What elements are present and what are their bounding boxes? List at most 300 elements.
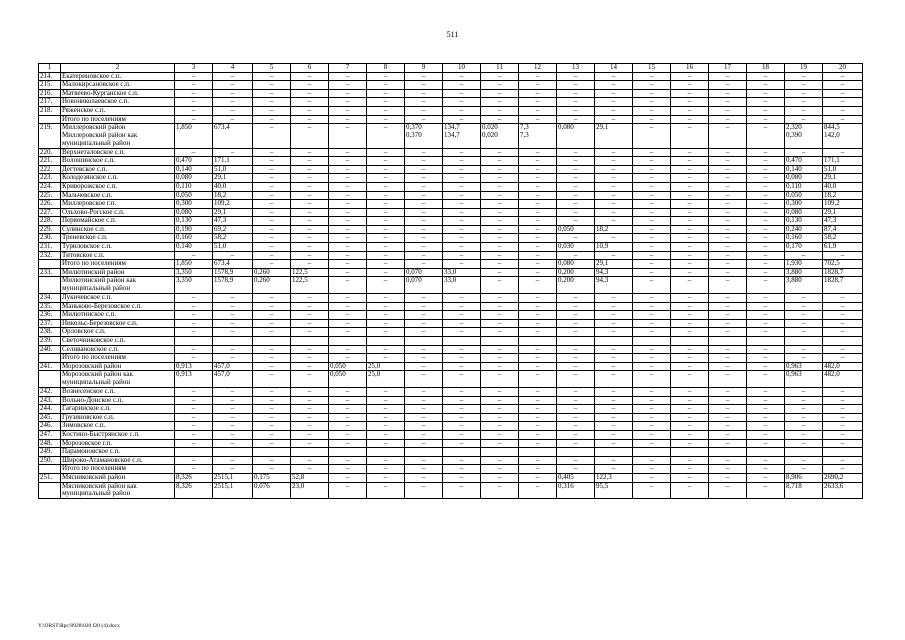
value-cell: – <box>747 260 785 269</box>
value-cell-line: 134,7 <box>444 130 460 139</box>
value-cell: – <box>519 98 557 107</box>
value-cell: – <box>633 174 671 183</box>
value-cell-line: 33,0 <box>444 276 457 285</box>
value-cell: – <box>709 456 747 465</box>
row-number-cell: 228. <box>39 217 61 226</box>
value-cell: – <box>519 387 557 396</box>
value-cell: – <box>595 439 633 448</box>
value-cell: – <box>709 387 747 396</box>
value-cell <box>671 448 709 457</box>
value-cell: – <box>709 362 747 371</box>
value-cell <box>633 371 671 388</box>
row-number-cell: 232. <box>39 251 61 260</box>
value-cell-line: 2515,1 <box>214 482 234 490</box>
value-cell: – <box>175 387 213 396</box>
value-cell: 0,300 <box>175 200 213 209</box>
value-cell <box>405 124 443 148</box>
row-number-cell: 251. <box>39 473 61 482</box>
value-cell: – <box>481 81 519 90</box>
row-name-cell-line: Парамоновское с.п. <box>62 447 121 456</box>
value-cell <box>291 277 329 294</box>
value-cell: – <box>785 396 823 405</box>
row-name-cell-line: Итого по поселениям <box>62 259 126 268</box>
row-name-cell-line: Итого по поселениям <box>62 353 126 362</box>
value-cell: – <box>443 422 481 431</box>
value-cell: – <box>253 208 291 217</box>
value-cell: – <box>595 251 633 260</box>
value-cell: – <box>519 208 557 217</box>
value-cell-line: 1,850 <box>176 123 192 132</box>
value-cell: – <box>823 148 863 157</box>
value-cell: – <box>823 387 863 396</box>
value-cell: – <box>213 72 253 81</box>
value-cell: – <box>709 302 747 311</box>
value-cell: 457,0 <box>213 362 253 371</box>
value-cell: – <box>671 413 709 422</box>
value-cell: – <box>253 115 291 124</box>
value-cell-line: 134,7 <box>444 123 460 132</box>
value-cell: – <box>443 439 481 448</box>
value-cell: – <box>785 89 823 98</box>
value-cell: – <box>557 234 595 243</box>
value-cell: – <box>481 165 519 174</box>
row-name-cell <box>61 448 175 457</box>
value-cell: 0,963 <box>785 362 823 371</box>
value-cell: – <box>747 217 785 226</box>
value-cell: – <box>633 396 671 405</box>
value-cell <box>823 448 863 457</box>
value-cell: – <box>823 311 863 320</box>
value-cell: – <box>253 430 291 439</box>
value-cell: – <box>671 328 709 337</box>
value-cell: – <box>519 328 557 337</box>
value-cell: – <box>633 465 671 474</box>
value-cell: – <box>595 157 633 166</box>
column-number-cell: 16 <box>671 64 709 73</box>
value-cell-line: – <box>535 482 540 490</box>
value-cell-line: 0,070 <box>406 276 422 285</box>
value-cell: – <box>329 430 367 439</box>
value-cell <box>595 337 633 346</box>
value-cell: – <box>785 465 823 474</box>
table-row <box>39 208 863 217</box>
value-cell-line: 122,5 <box>292 276 308 285</box>
value-cell: – <box>557 98 595 107</box>
value-cell: – <box>633 98 671 107</box>
value-cell: – <box>709 260 747 269</box>
value-cell: – <box>367 345 405 354</box>
value-cell: – <box>671 182 709 191</box>
row-name-cell <box>61 251 175 260</box>
row-number-cell: 249. <box>39 448 61 457</box>
value-cell: – <box>709 354 747 363</box>
value-cell: – <box>329 302 367 311</box>
value-cell: – <box>709 81 747 90</box>
value-cell: – <box>175 345 213 354</box>
value-cell <box>253 277 291 294</box>
value-cell: – <box>671 439 709 448</box>
value-cell: – <box>405 174 443 183</box>
row-number-cell: 218. <box>39 106 61 115</box>
value-cell: – <box>671 465 709 474</box>
value-cell: – <box>519 422 557 431</box>
value-cell: 58,2 <box>213 234 253 243</box>
value-cell: – <box>443 473 481 482</box>
value-cell: – <box>367 311 405 320</box>
value-cell <box>633 448 671 457</box>
value-cell: – <box>671 148 709 157</box>
value-cell: – <box>519 311 557 320</box>
value-cell <box>747 448 785 457</box>
value-cell <box>481 482 519 499</box>
value-cell: – <box>329 174 367 183</box>
table-row <box>39 182 863 191</box>
row-name-cell <box>61 174 175 183</box>
value-cell: 0,080 <box>557 260 595 269</box>
value-cell: 0,080 <box>785 208 823 217</box>
value-cell: – <box>785 405 823 414</box>
column-number-cell: 2 <box>61 64 175 73</box>
value-cell: – <box>291 191 329 200</box>
value-cell: – <box>747 439 785 448</box>
row-number-cell: 222. <box>39 165 61 174</box>
column-number-cell: 4 <box>213 64 253 73</box>
value-cell-line: – <box>383 123 388 132</box>
table-row <box>39 124 863 148</box>
row-name-cell <box>61 345 175 354</box>
value-cell: – <box>481 345 519 354</box>
column-number-cell: 17 <box>709 64 747 73</box>
value-cell <box>367 337 405 346</box>
value-cell: 29,1 <box>213 174 253 183</box>
value-cell: – <box>519 89 557 98</box>
value-cell-line: – <box>307 370 312 379</box>
value-cell: – <box>519 225 557 234</box>
value-cell: – <box>557 430 595 439</box>
row-name-cell-line: Селивановское с.п. <box>62 345 119 353</box>
value-cell: – <box>709 157 747 166</box>
value-cell: – <box>405 465 443 474</box>
value-cell: – <box>595 430 633 439</box>
value-cell: – <box>519 157 557 166</box>
value-cell <box>823 277 863 294</box>
value-cell: – <box>519 234 557 243</box>
value-cell: – <box>823 106 863 115</box>
row-number-cell: 248. <box>39 439 61 448</box>
value-cell: – <box>175 106 213 115</box>
value-cell: – <box>175 98 213 107</box>
value-cell: – <box>405 148 443 157</box>
row-name-cell-line: Криворожское с.п. <box>62 182 118 190</box>
value-cell <box>291 337 329 346</box>
row-number-cell: 223. <box>39 174 61 183</box>
value-cell: – <box>519 430 557 439</box>
row-number-cell: 219. <box>39 124 61 148</box>
value-cell: – <box>367 354 405 363</box>
row-number-cell: 237. <box>39 319 61 328</box>
row-name-cell <box>61 148 175 157</box>
value-cell: 122,3 <box>595 473 633 482</box>
value-cell <box>785 371 823 388</box>
value-cell: – <box>329 396 367 405</box>
row-name-cell-line: муниципальный район <box>62 284 131 293</box>
value-cell: – <box>253 439 291 448</box>
value-cell: – <box>557 251 595 260</box>
column-number-cell: 9 <box>405 64 443 73</box>
value-cell: – <box>671 106 709 115</box>
value-cell: 25,0 <box>367 362 405 371</box>
value-cell: 18,2 <box>213 191 253 200</box>
value-cell: – <box>481 217 519 226</box>
value-cell: – <box>519 72 557 81</box>
row-name-cell <box>61 456 175 465</box>
value-cell: – <box>785 387 823 396</box>
value-cell: – <box>481 200 519 209</box>
row-name-cell-line: Светочниковское с.п. <box>62 336 126 345</box>
value-cell: – <box>671 165 709 174</box>
value-cell: 51,0 <box>213 165 253 174</box>
value-cell <box>213 337 253 346</box>
value-cell: – <box>291 98 329 107</box>
value-cell: – <box>443 89 481 98</box>
row-name-cell <box>61 387 175 396</box>
value-cell <box>785 337 823 346</box>
value-cell <box>747 277 785 294</box>
value-cell: – <box>747 473 785 482</box>
table-row <box>39 302 863 311</box>
value-cell: – <box>481 302 519 311</box>
value-cell: – <box>709 225 747 234</box>
value-cell: – <box>367 182 405 191</box>
row-name-cell <box>61 191 175 200</box>
value-cell: – <box>671 157 709 166</box>
row-number-cell: 246. <box>39 422 61 431</box>
value-cell: 51,0 <box>823 165 863 174</box>
value-cell: 0,080 <box>785 174 823 183</box>
value-cell-line: 844,5 <box>824 123 840 132</box>
value-cell: – <box>595 405 633 414</box>
value-cell: – <box>253 98 291 107</box>
value-cell <box>519 124 557 148</box>
value-cell: – <box>367 302 405 311</box>
value-cell: – <box>367 243 405 252</box>
value-cell: – <box>481 72 519 81</box>
value-cell <box>443 448 481 457</box>
value-cell: 1,850 <box>175 260 213 269</box>
value-cell: – <box>595 217 633 226</box>
value-cell-line: 457,0 <box>214 370 230 379</box>
value-cell: – <box>671 319 709 328</box>
value-cell: – <box>329 345 367 354</box>
value-cell: – <box>823 251 863 260</box>
value-cell-line: 25,0 <box>368 370 381 379</box>
value-cell: 29,1 <box>213 208 253 217</box>
value-cell: – <box>443 208 481 217</box>
row-name-cell-line: Грузиновское с.п. <box>62 413 115 421</box>
value-cell-line: 0,020 <box>482 130 498 139</box>
value-cell: – <box>519 439 557 448</box>
value-cell: – <box>823 328 863 337</box>
value-cell: – <box>481 413 519 422</box>
value-cell: – <box>633 319 671 328</box>
value-cell <box>709 482 747 499</box>
value-cell: – <box>405 115 443 124</box>
value-cell: – <box>405 106 443 115</box>
value-cell <box>405 277 443 294</box>
value-cell <box>557 448 595 457</box>
value-cell: – <box>671 260 709 269</box>
column-number-cell: 5 <box>253 64 291 73</box>
value-cell: – <box>671 217 709 226</box>
table-row <box>39 473 863 482</box>
value-cell: – <box>329 191 367 200</box>
table-row <box>39 200 863 209</box>
value-cell: – <box>671 174 709 183</box>
value-cell: – <box>253 465 291 474</box>
value-cell: – <box>367 225 405 234</box>
table-row <box>39 268 863 277</box>
row-name-cell-line: Морозовский район <box>62 362 122 370</box>
value-cell <box>405 337 443 346</box>
value-cell-line: – <box>611 370 616 379</box>
value-cell-line: – <box>383 482 388 490</box>
row-number-cell: 224. <box>39 182 61 191</box>
row-number-cell: 235. <box>39 302 61 311</box>
value-cell: – <box>329 81 367 90</box>
value-cell: – <box>633 362 671 371</box>
value-cell <box>557 482 595 499</box>
value-cell: – <box>443 234 481 243</box>
value-cell-line: 0,316 <box>558 482 574 490</box>
value-cell: – <box>443 456 481 465</box>
value-cell-line: – <box>345 123 350 132</box>
value-cell: – <box>595 345 633 354</box>
value-cell: – <box>443 148 481 157</box>
value-cell: – <box>557 157 595 166</box>
value-cell: – <box>291 430 329 439</box>
value-cell-line: 0,200 <box>558 276 574 285</box>
value-cell: – <box>253 319 291 328</box>
value-cell: – <box>481 422 519 431</box>
value-cell-line: 2,320 <box>786 123 802 132</box>
value-cell: – <box>405 387 443 396</box>
value-cell: – <box>481 396 519 405</box>
row-number-cell: 225. <box>39 191 61 200</box>
value-cell <box>291 448 329 457</box>
value-cell: – <box>557 465 595 474</box>
value-cell-line: 23,0 <box>292 482 305 490</box>
value-cell: – <box>443 362 481 371</box>
value-cell: – <box>823 405 863 414</box>
value-cell: – <box>213 387 253 396</box>
row-name-cell <box>61 413 175 422</box>
value-cell: – <box>709 191 747 200</box>
value-cell: – <box>329 439 367 448</box>
value-cell: – <box>443 294 481 303</box>
value-cell: – <box>709 345 747 354</box>
value-cell: 0,913 <box>175 362 213 371</box>
value-cell: – <box>747 182 785 191</box>
value-cell: – <box>633 89 671 98</box>
value-cell <box>823 124 863 148</box>
value-cell: – <box>329 217 367 226</box>
value-cell: – <box>747 174 785 183</box>
value-cell <box>519 371 557 388</box>
value-cell: – <box>329 354 367 363</box>
value-cell: – <box>633 294 671 303</box>
row-number-cell: 236. <box>39 311 61 320</box>
value-cell: – <box>213 89 253 98</box>
value-cell: – <box>175 465 213 474</box>
value-cell: – <box>253 191 291 200</box>
value-cell <box>481 124 519 148</box>
value-cell: – <box>213 294 253 303</box>
value-cell: – <box>595 294 633 303</box>
row-name-cell <box>61 405 175 414</box>
table-row <box>39 311 863 320</box>
value-cell: – <box>519 217 557 226</box>
value-cell-line: – <box>535 370 540 379</box>
column-number-cell: 6 <box>291 64 329 73</box>
row-name-cell-line: Гагаринское с.п. <box>62 404 111 413</box>
table-row <box>39 174 863 183</box>
value-cell: – <box>595 106 633 115</box>
value-cell: – <box>709 89 747 98</box>
row-name-cell-line: Миллеровский район как <box>62 130 138 139</box>
value-cell: – <box>747 251 785 260</box>
value-cell-line: – <box>269 370 274 379</box>
value-cell <box>329 448 367 457</box>
row-name-cell-line: Морозовский район как <box>62 370 133 379</box>
value-cell: – <box>481 225 519 234</box>
value-cell: – <box>291 405 329 414</box>
value-cell: – <box>213 81 253 90</box>
row-name-cell <box>61 362 175 371</box>
table-row <box>39 89 863 98</box>
value-cell-line: 8,718 <box>786 482 802 490</box>
value-cell: – <box>405 191 443 200</box>
table-row <box>39 260 863 269</box>
value-cell: – <box>481 106 519 115</box>
value-cell: – <box>367 81 405 90</box>
value-cell: – <box>443 191 481 200</box>
row-name-cell-line: Широко-Атамановское с.п. <box>62 456 143 464</box>
value-cell: – <box>405 98 443 107</box>
value-cell-line: 0,260 <box>254 276 270 285</box>
value-cell: – <box>175 354 213 363</box>
value-cell-line: 1828,7 <box>824 276 844 285</box>
column-number-cell: 14 <box>595 64 633 73</box>
value-cell: – <box>785 106 823 115</box>
value-cell: – <box>709 430 747 439</box>
value-cell: – <box>519 294 557 303</box>
value-cell: – <box>671 354 709 363</box>
value-cell: – <box>213 354 253 363</box>
row-number-cell: 250. <box>39 456 61 465</box>
value-cell: – <box>443 217 481 226</box>
value-cell: – <box>291 174 329 183</box>
value-cell: – <box>633 354 671 363</box>
value-cell: – <box>405 345 443 354</box>
value-cell: – <box>633 473 671 482</box>
value-cell: – <box>557 217 595 226</box>
value-cell <box>785 277 823 294</box>
value-cell: – <box>367 473 405 482</box>
value-cell: – <box>329 387 367 396</box>
value-cell: – <box>481 148 519 157</box>
value-cell: – <box>213 115 253 124</box>
value-cell: – <box>175 115 213 124</box>
